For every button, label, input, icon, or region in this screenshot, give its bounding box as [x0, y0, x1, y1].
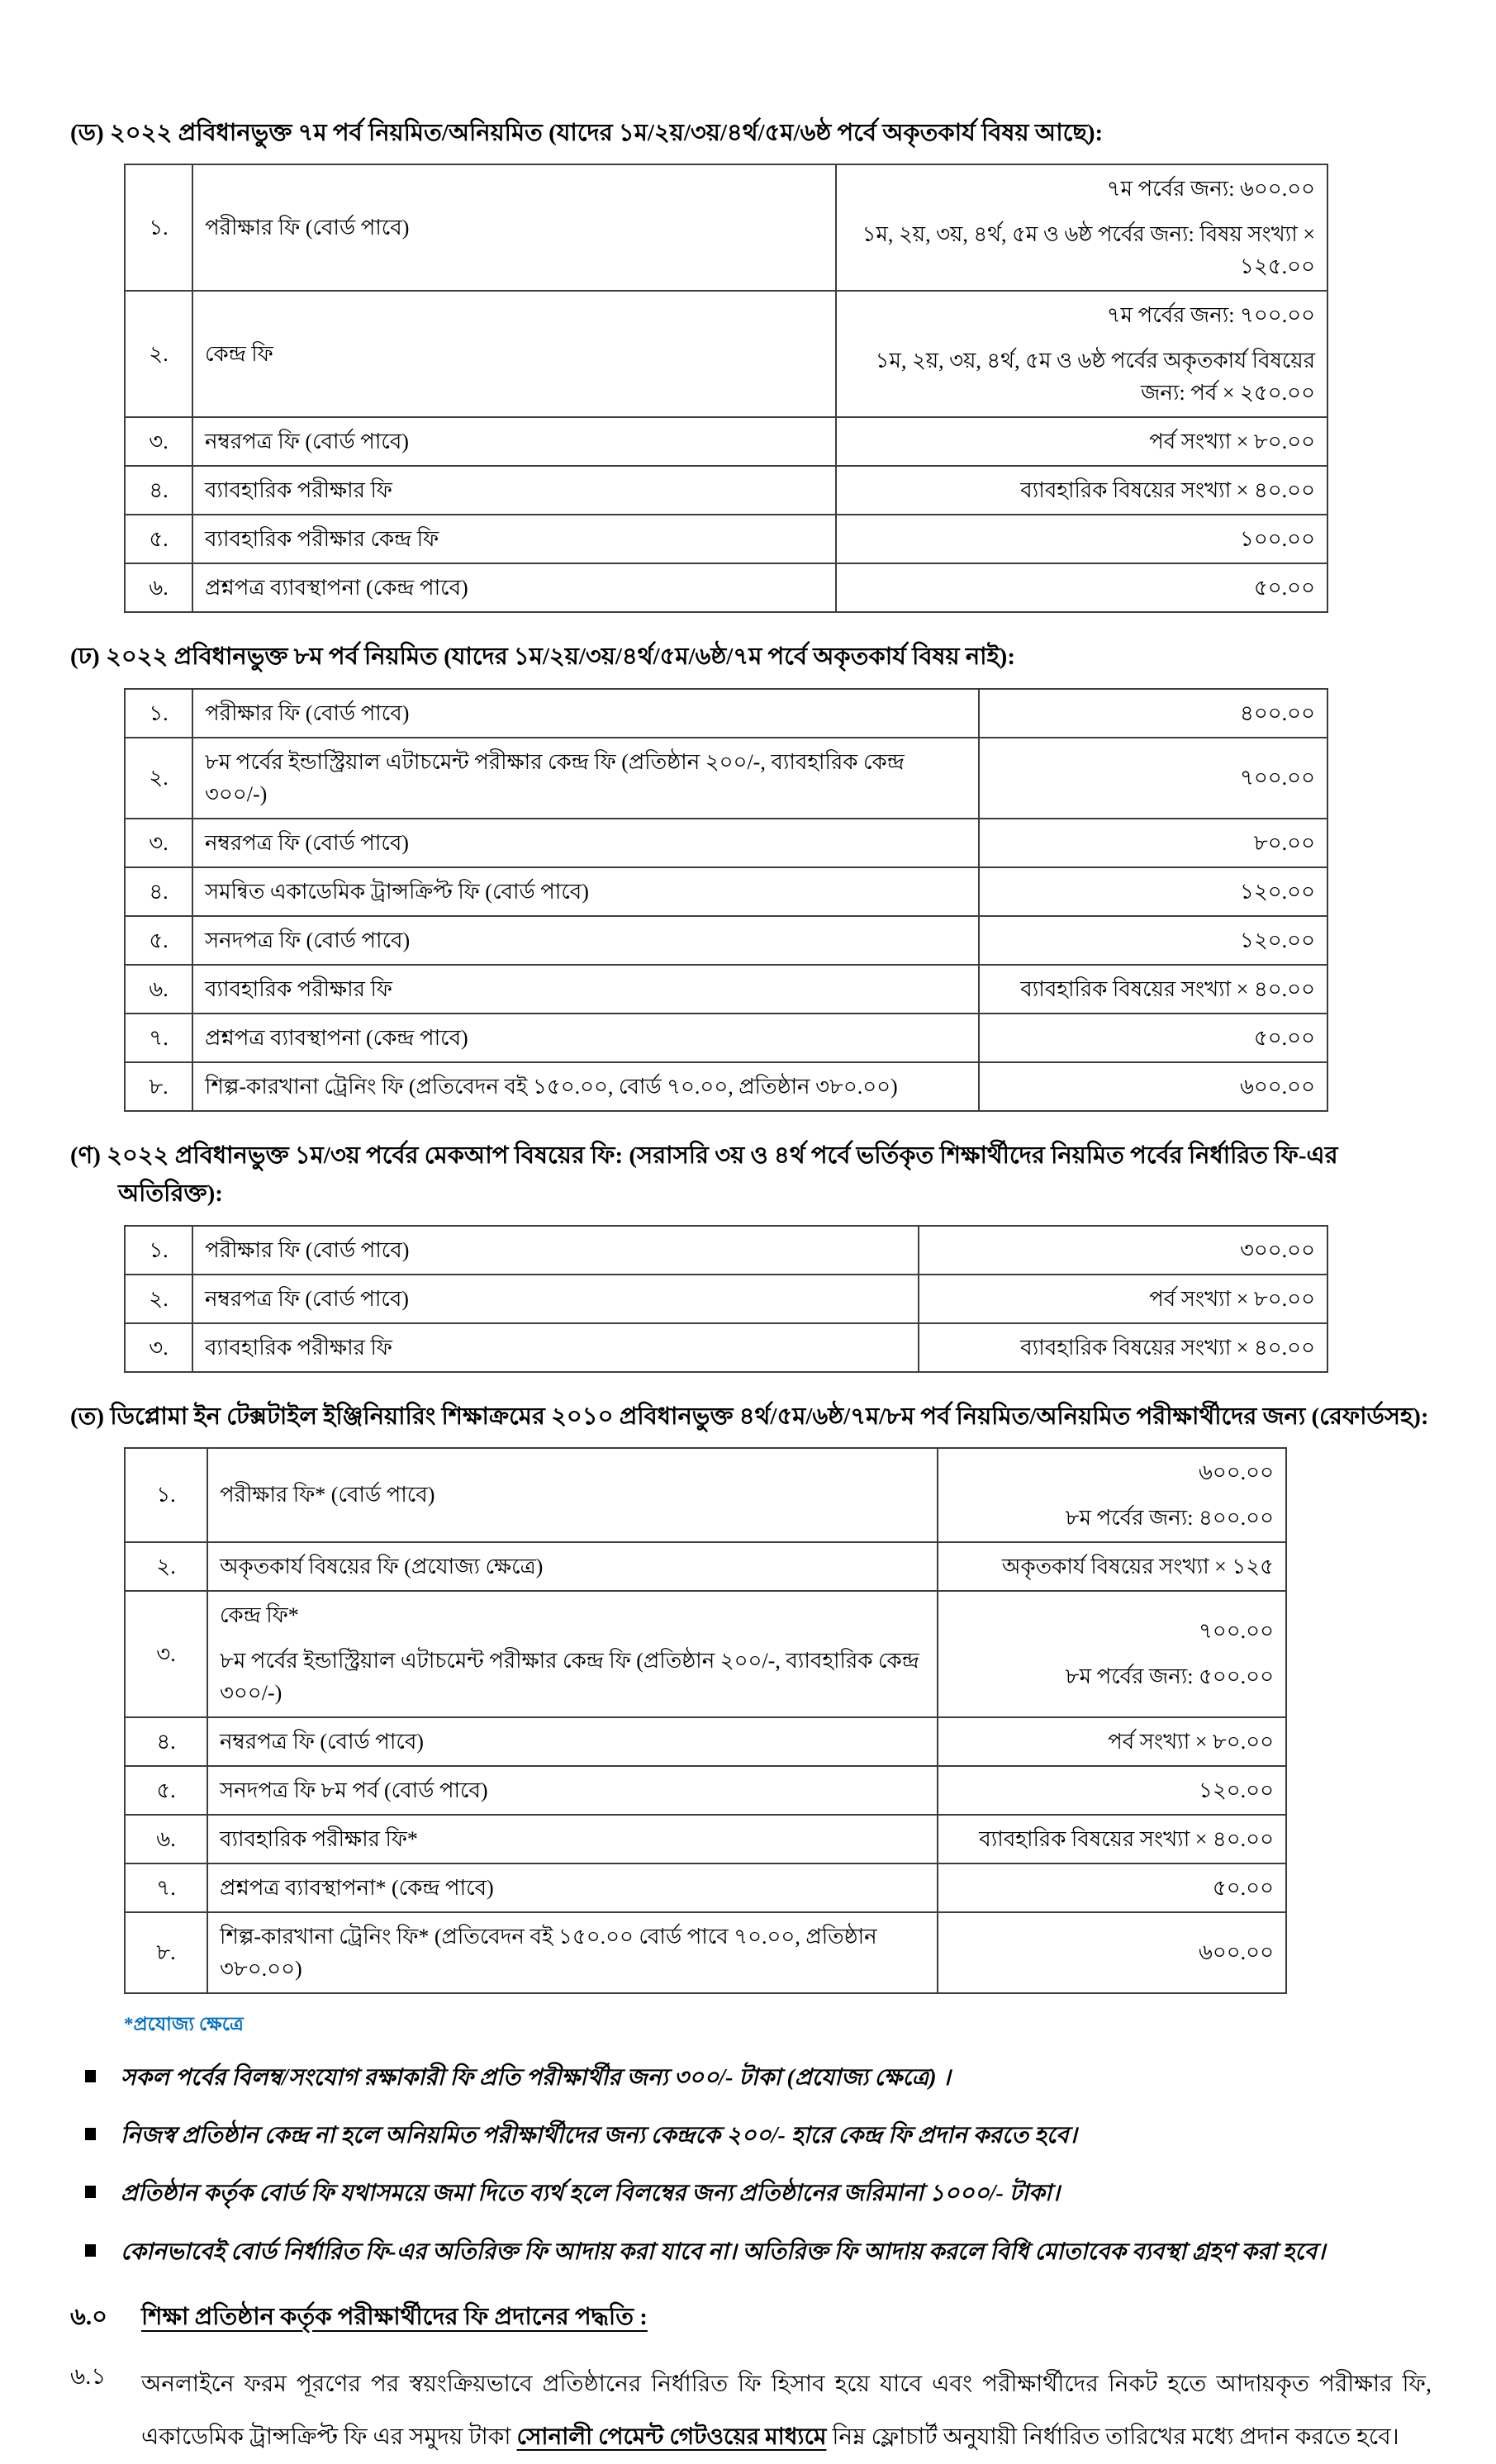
section-heading-3: (ণ) ২০২২ প্রবিধানভুক্ত ১ম/৩য় পর্বের মেকআপ বিষয়ের ফি: (সরাসরি ৩য় ও ৪র্থ পর্বে ভর্তিকৃত শিক্ষার্থীদের নিয়মিত পর্বের নির্ধারিত ফি-এর অতিরিক্ত):: [70, 1142, 1338, 1208]
fee-value-cell-line: পর্ব সংখ্যা × ৮০.০০: [1149, 1286, 1315, 1311]
footnote-applicable-cases: *প্রযোজ্য ক্ষেত্রে: [124, 2013, 244, 2034]
table-row: [125, 164, 1327, 291]
serial-cell: [125, 1863, 207, 1912]
table-row: [125, 1014, 1327, 1062]
table-row: [125, 417, 1327, 466]
table-row: [125, 1766, 1286, 1815]
fee-value-cell-line: ৫০.০০: [1253, 576, 1315, 601]
fee-label-cell: [207, 1591, 938, 1717]
fee-label-cell-line: অকৃতকার্য বিষয়ের ফি (প্রযোজ্য ক্ষেত্রে): [220, 1554, 544, 1579]
fee-value-cell-line: ১২০.০০: [1199, 1778, 1274, 1802]
serial-cell: [125, 819, 192, 867]
serial-cell: [125, 1766, 207, 1815]
serial-cell: [125, 515, 192, 563]
fee-value-cell: [919, 1226, 1327, 1275]
serial-cell: [125, 738, 192, 819]
fee-value-cell-line: ব্যাবহারিক বিষয়ের সংখ্যা × ৪০.০০: [1020, 976, 1315, 1001]
fee-value-cell-line: ১২০.০০: [1240, 879, 1315, 904]
serial-cell: [125, 1226, 192, 1275]
section-8th-semester: [70, 638, 1432, 1111]
table-row: [125, 689, 1327, 738]
serial-cell: [125, 1912, 207, 1993]
item-6-1-text-before: অনলাইনে ফরম পূরণের পর স্বয়ংক্রিয়ভাবে প্রতিষ্ঠানের নির্ধারিত ফি হিসাব হয়ে যাবে এবং পরীক্ষার্থীদের নিকট হতে আদায়কৃত পরীক্ষার ফি, একাডেমিক ট্রান্সক্রিপ্ট ফি এর সমুদয় টাকা: [141, 2371, 1432, 2451]
serial-cell-line: ৪.: [149, 478, 169, 503]
serial-cell-line: ৫.: [156, 1778, 176, 1802]
fee-label-cell-line: ব্যাবহারিক পরীক্ষার ফি: [205, 976, 392, 1001]
fee-value-cell: [836, 417, 1327, 466]
serial-cell: [125, 965, 192, 1014]
fee-label-cell: [207, 1717, 938, 1766]
fee-value-cell-line: ৪০০.০০: [1240, 700, 1315, 725]
note-text: প্রতিষ্ঠান কর্তৃক বোর্ড ফি যথাসময়ে জমা দিতে ব্যর্থ হলে বিলম্বের জন্য প্রতিষ্ঠানের জরিমানা ১০০০/- টাকা।: [121, 2181, 1060, 2207]
serial-cell: [125, 164, 192, 291]
serial-cell: [125, 689, 192, 738]
fee-label-cell-line: ব্যাবহারিক পরীক্ষার কেন্দ্র ফি: [205, 527, 439, 552]
table-row: [125, 1912, 1286, 1993]
fee-label-cell-line: পরীক্ষার ফি (বোর্ড পাবে): [205, 216, 410, 240]
fee-value-cell: [938, 1542, 1286, 1591]
fee-label-cell-line: প্রশ্নপত্র ব্যাবস্থাপনা (কেন্দ্র পাবে): [205, 576, 468, 601]
fee-label-cell-line: নম্বরপত্র ফি (বোর্ড পাবে): [205, 830, 409, 855]
serial-cell: [125, 1717, 207, 1766]
table-row: [125, 738, 1327, 819]
fee-label-cell-line: শিল্প-কারখানা ট্রেনিং ফি* (প্রতিবেদন বই ১৫০.০০ বোর্ড পাবে ৭০.০০, প্রতিষ্ঠান ৩৮০.০০): [220, 1924, 877, 1981]
fee-value-cell-line: ৭ম পর্বের জন্য: ৬০০.০০: [1106, 177, 1315, 202]
table-row: [125, 1542, 1286, 1591]
table-row: [125, 1591, 1286, 1717]
fee-value-cell: [919, 1275, 1327, 1323]
fee-label-cell: [192, 164, 836, 291]
fee-value-cell: [938, 1591, 1286, 1717]
fee-label-cell-line: প্রশ্নপত্র ব্যাবস্থাপনা* (কেন্দ্র পাবে): [220, 1875, 494, 1900]
serial-cell: [125, 563, 192, 612]
section-7th-semester: [70, 114, 1432, 613]
table-row: [125, 1815, 1286, 1863]
serial-cell-line: ৬.: [149, 976, 169, 1001]
fee-value-cell: [938, 1815, 1286, 1863]
fee-label-cell-line: প্রশ্নপত্র ব্যাবস্থাপনা (কেন্দ্র পাবে): [205, 1025, 468, 1050]
fee-value-cell-line: পর্ব সংখ্যা × ৮০.০০: [1108, 1729, 1274, 1754]
section-textile-diploma: [70, 1398, 1432, 1994]
serial-cell-line: ৫.: [149, 527, 169, 552]
fee-value-cell-line: ব্যাবহারিক বিষয়ের সংখ্যা × ৪০.০০: [1020, 478, 1315, 503]
item-6-1-text-after: নিম্ন ফ্লোচার্ট অনুযায়ী নির্ধারিত তারিখের মধ্যে প্রদান করতে হবে।: [826, 2424, 1399, 2451]
section-6-heading: [70, 2298, 1432, 2338]
fee-label-cell-line: ব্যাবহারিক পরীক্ষার ফি: [205, 1335, 392, 1360]
fee-value-cell: [979, 867, 1327, 916]
fee-value-cell-line: ৮ম পর্বের জন্য: ৫০০.০০: [1065, 1664, 1274, 1689]
fee-label-cell: [192, 466, 836, 515]
serial-cell: [125, 1815, 207, 1863]
fee-value-cell-line: ৩০০.০০: [1239, 1237, 1315, 1262]
serial-cell: [125, 1542, 207, 1591]
note-item: [85, 2175, 1432, 2213]
serial-cell: [125, 1014, 192, 1062]
fee-value-cell: [919, 1323, 1327, 1372]
note-text: নিজস্ব প্রতিষ্ঠান কেন্দ্র না হলে অনিয়মিত পরীক্ষার্থীদের জন্য কেন্দ্রকে ২০০/- হারে কেন্দ্র ফি প্রদান করতে হবে।: [121, 2123, 1077, 2149]
fee-value-cell: [938, 1863, 1286, 1912]
fee-label-cell-line: শিল্প-কারখানা ট্রেনিং ফি (প্রতিবেদন বই ১৫০.০০, বোর্ড ৭০.০০, প্রতিষ্ঠান ৩৮০.০০): [205, 1074, 898, 1099]
fee-value-cell-line: ১০০.০০: [1240, 527, 1315, 552]
fee-label-cell: [192, 916, 979, 965]
fee-label-cell-line: সনদপত্র ফি ৮ম পর্ব (বোর্ড পাবে): [220, 1778, 488, 1802]
fee-label-cell: [192, 515, 836, 563]
serial-cell-line: ২.: [149, 766, 169, 790]
fee-value-cell: [836, 164, 1327, 291]
fee-label-cell-line: ব্যাবহারিক পরীক্ষার ফি*: [220, 1826, 418, 1851]
fee-value-cell: [836, 563, 1327, 612]
fee-label-cell: [192, 819, 979, 867]
serial-cell-line: ৭.: [149, 1025, 169, 1050]
serial-cell: [125, 1275, 192, 1323]
table-row: [125, 1717, 1286, 1766]
serial-cell-line: ২.: [156, 1554, 176, 1579]
fee-value-cell-line: ৬০০.০০: [1198, 1460, 1274, 1484]
fee-label-cell: [192, 965, 979, 1014]
serial-cell: [125, 466, 192, 515]
fee-value-cell-line: ব্যাবহারিক বিষয়ের সংখ্যা × ৪০.০০: [1020, 1335, 1315, 1360]
fee-label-cell-line: পরীক্ষার ফি (বোর্ড পাবে): [205, 1237, 410, 1262]
fee-label-cell-line: ৮ম পর্বের ইন্ডাস্ট্রিয়াল এটাচমেন্ট পরীক্ষার কেন্দ্র ফি (প্রতিষ্ঠান ২০০/-, ব্যাবহারিক কেন্দ্র ৩০০/-): [220, 1648, 919, 1705]
section-heading-2: (ঢ) ২০২২ প্রবিধানভুক্ত ৮ম পর্ব নিয়মিত (যাদের ১ম/২য়/৩য়/৪র্থ/৫ম/৬ষ্ঠ/৭ম পর্বে অকৃতকার্য বিষয় নাই):: [70, 643, 1015, 671]
fee-label-cell: [207, 1863, 938, 1912]
fee-table-2: [124, 688, 1328, 1112]
serial-cell-line: ১.: [149, 1237, 169, 1262]
section-6-title: শিক্ষা প্রতিষ্ঠান কর্তৃক পরীক্ষার্থীদের ফি প্রদানের পদ্ধতি :: [141, 2303, 648, 2330]
fee-label-cell-line: নম্বরপত্র ফি (বোর্ড পাবে): [205, 1286, 409, 1311]
fee-value-cell-line: ৭০০.০০: [1239, 766, 1315, 790]
section-heading-4: (ত) ডিপ্লোমা ইন টেক্সটাইল ইঞ্জিনিয়ারিং শিক্ষাক্রমের ২০১০ প্রবিধানভুক্ত ৪র্থ/৫ম/৬ষ্ঠ/৭ম/৮ম পর্ব নিয়মিত/অনিয়মিত পরীক্ষার্থীদের জন্য (রেফার্ডসহ):: [70, 1403, 1429, 1430]
fee-label-cell-line: ৮ম পর্বের ইন্ডাস্ট্রিয়াল এটাচমেন্ট পরীক্ষার কেন্দ্র ফি (প্রতিষ্ঠান ২০০/-, ব্যাবহারিক কেন্দ্র ৩০০/-): [205, 749, 905, 806]
table-row: [125, 1863, 1286, 1912]
table-row: [125, 466, 1327, 515]
note-text: সকল পর্বের বিলম্ব/সংযোগ রক্ষাকারী ফি প্রতি পরীক্ষার্থীর জন্য ৩০০/- টাকা (প্রযোজ্য ক্ষেত্রে) ।: [121, 2064, 951, 2091]
fee-value-cell-line: ৮০.০০: [1253, 830, 1315, 855]
fee-label-cell: [192, 291, 836, 417]
note-item: [85, 2117, 1432, 2155]
square-bullet-icon: [85, 2186, 96, 2198]
fee-value-cell-line: ৬০০.০০: [1198, 1940, 1274, 1965]
fee-value-cell-line: ব্যাবহারিক বিষয়ের সংখ্যা × ৪০.০০: [979, 1826, 1274, 1851]
serial-cell-line: ১.: [156, 1483, 176, 1507]
fee-value-cell-line: অকৃতকার্য বিষয়ের সংখ্যা × ১২৫: [1001, 1554, 1274, 1579]
fee-value-cell-line: ৭ম পর্বের জন্য: ৭০০.০০: [1106, 303, 1315, 328]
fee-value-cell-line: ৮ম পর্বের জন্য: ৪০০.০০: [1065, 1505, 1274, 1530]
fee-value-cell: [979, 689, 1327, 738]
table-row: [125, 819, 1327, 867]
fee-value-cell-line: পর্ব সংখ্যা × ৮০.০০: [1149, 430, 1315, 454]
table-row: [125, 867, 1327, 916]
fee-value-cell-line: ৬০০.০০: [1239, 1074, 1315, 1099]
fee-label-cell-line: নম্বরপত্র ফি (বোর্ড পাবে): [220, 1729, 424, 1754]
fee-label-cell-line: পরীক্ষার ফি (বোর্ড পাবে): [205, 700, 410, 725]
serial-cell-line: ৩.: [149, 1335, 169, 1360]
fee-value-cell-line: ৫০.০০: [1212, 1875, 1274, 1900]
fee-value-cell-line: ১ম, ২য়, ৩য়, ৪র্থ, ৫ম ও ৬ষ্ঠ পর্বের অকৃতকার্য বিষয়ের জন্য: পর্ব × ২৫০.০০: [875, 349, 1315, 406]
fee-value-cell: [979, 819, 1327, 867]
fee-value-cell: [979, 1062, 1327, 1111]
serial-cell-line: ৮.: [156, 1940, 176, 1965]
fee-label-cell-line: ব্যাবহারিক পরীক্ষার ফি: [205, 478, 392, 503]
square-bullet-icon: [85, 2244, 96, 2257]
fee-value-cell-line: ১ম, ২য়, ৩য়, ৪র্থ, ৫ম ও ৬ষ্ঠ পর্বের জন্য: বিষয় সংখ্যা × ১২৫.০০: [862, 222, 1315, 279]
table-row: [125, 1062, 1327, 1111]
serial-cell-line: ৩.: [149, 430, 169, 454]
serial-cell-line: ১.: [149, 216, 169, 240]
serial-cell-line: ৮.: [149, 1074, 169, 1099]
table-row: [125, 291, 1327, 417]
note-item: [85, 2234, 1432, 2272]
serial-cell: [125, 1448, 207, 1542]
fee-label-cell: [207, 1542, 938, 1591]
table-row: [125, 1448, 1286, 1542]
fee-table-4: [124, 1447, 1287, 1994]
fee-value-cell: [979, 1014, 1327, 1062]
fee-value-cell: [836, 466, 1327, 515]
fee-value-cell-line: ৭০০.০০: [1198, 1619, 1274, 1644]
table-row: [125, 563, 1327, 612]
fee-label-cell: [192, 417, 836, 466]
fee-label-cell-line: কেন্দ্র ফি: [205, 342, 273, 367]
serial-cell-line: ৩.: [149, 830, 169, 855]
serial-cell: [125, 1062, 192, 1111]
fee-label-cell: [192, 1014, 979, 1062]
table-row: [125, 1323, 1327, 1372]
fee-value-cell-line: ১২০.০০: [1240, 928, 1315, 952]
serial-cell-line: ৪.: [149, 879, 169, 904]
fee-value-cell: [938, 1717, 1286, 1766]
fee-value-cell: [938, 1912, 1286, 1993]
note-text: কোনভাবেই বোর্ড নির্ধারিত ফি-এর অতিরিক্ত ফি আদায় করা যাবে না। অতিরিক্ত ফি আদায় করলে বিধি মোতাবেক ব্যবস্থা গ্রহণ করা হবে।: [121, 2238, 1326, 2265]
fee-value-cell: [979, 965, 1327, 1014]
serial-cell-line: ৩.: [156, 1641, 176, 1666]
table-row: [125, 1226, 1327, 1275]
serial-cell-line: ১.: [149, 700, 169, 725]
item-6-1-text: [141, 2358, 1432, 2464]
fee-value-cell: [979, 916, 1327, 965]
serial-cell: [125, 1323, 192, 1372]
fee-label-cell: [192, 1226, 919, 1275]
section-heading-1: (ড) ২০২২ প্রবিধানভুক্ত ৭ম পর্ব নিয়মিত/অনিয়মিত (যাদের ১ম/২য়/৩য়/৪র্থ/৫ম/৬ষ্ঠ পর্বে অকৃতকার্য বিষয় আছে):: [70, 120, 1104, 146]
item-6-1: [70, 2358, 1432, 2464]
fee-label-cell: [192, 1323, 919, 1372]
fee-value-cell: [979, 738, 1327, 819]
payment-gateway-highlight: সোনালী পেমেন্ট গেটওয়ের মাধ্যমে: [516, 2424, 827, 2451]
serial-cell-line: ২.: [149, 342, 169, 367]
serial-cell-line: ৪.: [156, 1729, 176, 1754]
square-bullet-icon: [85, 2070, 96, 2082]
fee-table-1: [124, 164, 1328, 613]
serial-cell: [125, 1591, 207, 1717]
fee-label-cell-line: সমন্বিত একাডেমিক ট্রান্সক্রিপ্ট ফি (বোর্ড পাবে): [205, 879, 589, 904]
serial-cell-line: ৭.: [156, 1875, 176, 1900]
fee-label-cell-line: সনদপত্র ফি (বোর্ড পাবে): [205, 928, 411, 952]
table-row: [125, 515, 1327, 563]
fee-label-cell-line: কেন্দ্র ফি*: [220, 1602, 299, 1627]
fee-label-cell-line: নম্বরপত্র ফি (বোর্ড পাবে): [205, 430, 409, 454]
fee-label-cell: [192, 1275, 919, 1323]
serial-cell-line: ৬.: [156, 1826, 176, 1851]
fee-label-cell: [207, 1448, 938, 1542]
fee-label-cell: [207, 1912, 938, 1993]
table-row: [125, 965, 1327, 1014]
square-bullet-icon: [85, 2128, 96, 2140]
fee-label-cell-line: পরীক্ষার ফি* (বোর্ড পাবে): [220, 1483, 435, 1507]
serial-cell: [125, 867, 192, 916]
serial-cell: [125, 916, 192, 965]
serial-cell-line: ৫.: [149, 928, 169, 952]
serial-cell: [125, 417, 192, 466]
fee-value-cell: [836, 515, 1327, 563]
fee-value-cell-line: ৫০.০০: [1253, 1025, 1315, 1050]
fee-label-cell: [192, 689, 979, 738]
fee-label-cell: [192, 738, 979, 819]
fee-label-cell: [192, 563, 836, 612]
serial-cell-line: ২.: [149, 1286, 169, 1311]
fee-label-cell: [192, 1062, 979, 1111]
fee-value-cell: [836, 291, 1327, 417]
fee-label-cell: [207, 1766, 938, 1815]
serial-cell: [125, 291, 192, 417]
note-item: [85, 2059, 1432, 2097]
section-6-number: ৬.০: [70, 2303, 107, 2330]
section-makeup-subjects: [70, 1137, 1432, 1373]
table-row: [125, 1275, 1327, 1323]
serial-cell-line: ৬.: [149, 576, 169, 601]
fee-label-cell: [207, 1815, 938, 1863]
fee-label-cell: [192, 867, 979, 916]
table-row: [125, 916, 1327, 965]
notes-list: [85, 2059, 1432, 2272]
fee-value-cell: [938, 1766, 1286, 1815]
fee-table-3: [124, 1225, 1328, 1373]
fee-value-cell: [938, 1448, 1286, 1542]
item-6-1-number: ৬.১: [70, 2363, 107, 2390]
